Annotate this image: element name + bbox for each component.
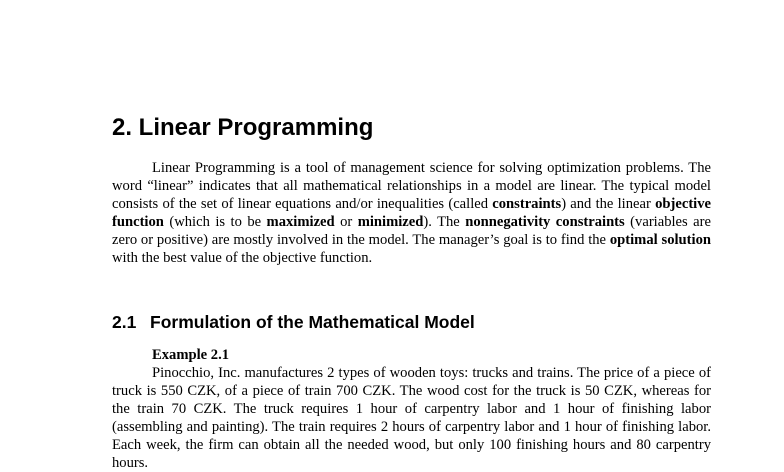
section-heading — [112, 311, 475, 333]
intro-text-5: ). The — [423, 214, 466, 230]
intro-text-6: (variables are zero or positive) are mostly involved in the model. The manager’s goal is to find the — [112, 214, 711, 248]
term-optimal-solution: optimal solution — [609, 232, 711, 248]
intro-text-3: (which is to be — [163, 214, 267, 230]
intro-text-1: Linear Programming is a tool of management science for solving optimization problems. The word “linear” indicates that all mathematical relationships in a model are linear. The typical model consists of the set of linear equations and/or inequalities (called — [112, 160, 711, 212]
example-label: Example 2.1 — [152, 347, 230, 363]
section-number: 2.1 — [112, 312, 137, 332]
term-objective-function: objective function — [112, 196, 712, 230]
intro-paragraph — [112, 159, 711, 267]
intro-text-4: or — [334, 214, 358, 230]
term-nonnegativity-constraints: nonnegativity constraints — [465, 214, 625, 230]
term-maximized: maximized — [266, 214, 335, 230]
intro-text-2: ) and the linear — [561, 196, 656, 212]
example-paragraph: Pinocchio, Inc. manufactures 2 types of wooden toys: trucks and trains. The price of a piece of truck is 550 CZK, of a piece of train 700 CZK. The wood cost for the truck is 50 CZK, whereas for the train 70 CZK. The truck requires 1 hour of carpentry labor and 1 hour of finishing labor (assembling and painting). The train requires 2 hours of carpentry labor and 1 hour of finishing labor. Each week, the firm can obtain all the needed wood, but only 100 finishing hours and 80 carpentry hours. — [112, 365, 711, 471]
term-constraints: constraints — [492, 196, 562, 212]
intro-text-7: with the best value of the objective function. — [112, 250, 373, 266]
chapter-title: 2. Linear Programming — [112, 114, 374, 141]
section-title: Formulation of the Mathematical Model — [150, 312, 475, 332]
term-minimized: minimized — [357, 214, 424, 230]
